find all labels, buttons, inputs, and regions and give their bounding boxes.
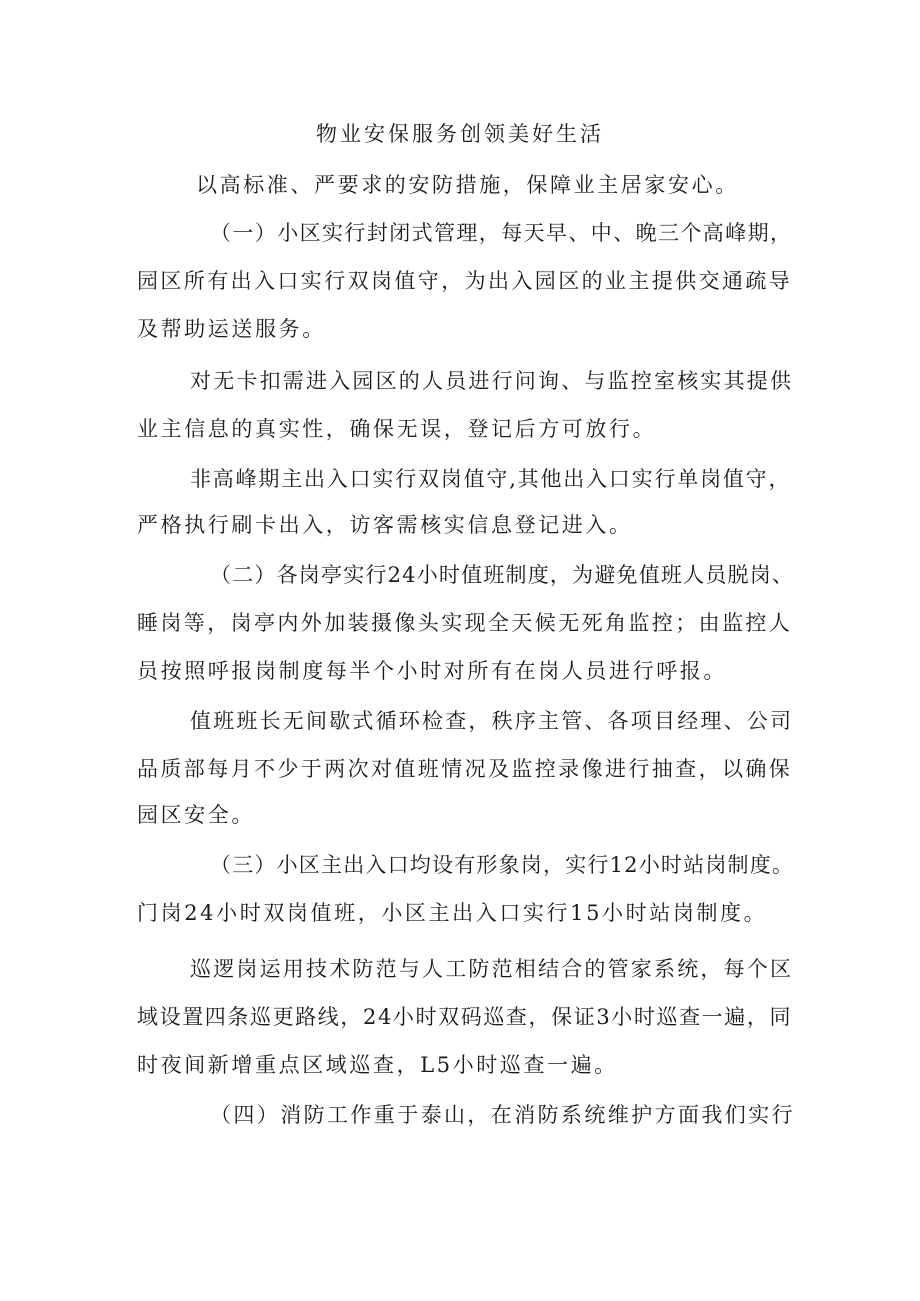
paragraph-line: 值班班长无间歇式循环检查，秩序主管、各项目经理、公司 xyxy=(190,709,794,733)
paragraph-line: 业主信息的真实性，确保无误，登记后方可放行。 xyxy=(137,417,657,441)
paragraph-line: 严格执行刷卡出入，访客需核实信息登记进入。 xyxy=(137,513,633,537)
paragraph-line: 及帮助运送服务。 xyxy=(137,317,326,341)
paragraph-line: 园区安全。 xyxy=(137,803,255,827)
paragraph-line: 园区所有出入口实行双岗值守，为出入园区的业主提供交通疏导 xyxy=(137,269,793,293)
paragraph-line: （四）消防工作重于泰山，在消防系统维护方面我们实行 xyxy=(210,1103,795,1127)
paragraph-line: 以高标准、严要求的安防措施，保障业主居家安心。 xyxy=(196,173,739,197)
paragraph-line: 对无卡扣需进入园区的人员进行问询、与监控室核实其提供 xyxy=(190,369,794,393)
paragraph-line: 门岗24小时双岗值班，小区主出入口实行15小时站岗制度。 xyxy=(137,901,768,925)
paragraph-line: 巡逻岗运用技术防范与人工防范相结合的管家系统，每个区 xyxy=(190,957,794,981)
paragraph-line: 睡岗等，岗亭内外加装摄像头实现全天候无死角监控；由监控人 xyxy=(137,611,793,635)
paragraph-line: （三）小区主出入口均设有形象岗，实行12小时站岗制度。 xyxy=(210,853,795,877)
paragraph-line: 时夜间新增重点区域巡查，L5小时巡查一遍。 xyxy=(137,1053,618,1077)
paragraph-line: 非高峰期主出入口实行双岗值守,其他出入口实行单岗值守， xyxy=(190,467,792,491)
paragraph-line: 品质部每月不少于两次对值班情况及监控录像进行抽查，以确保 xyxy=(137,757,793,781)
paragraph-line: （一）小区实行封闭式管理，每天早、中、晚三个高峰期， xyxy=(210,221,793,245)
paragraph-line: 域设置四条巡更路线，24小时双码巡查，保证3小时巡查一遍，同 xyxy=(137,1005,793,1029)
paragraph-line: 员按照呼报岗制度每半个小时对所有在岗人员进行呼报。 xyxy=(137,659,727,683)
document-title: 物业安保服务创领美好生活 xyxy=(316,122,604,146)
paragraph-line: （二）各岗亭实行24小时值班制度，为避免值班人员脱岗、 xyxy=(210,563,795,587)
